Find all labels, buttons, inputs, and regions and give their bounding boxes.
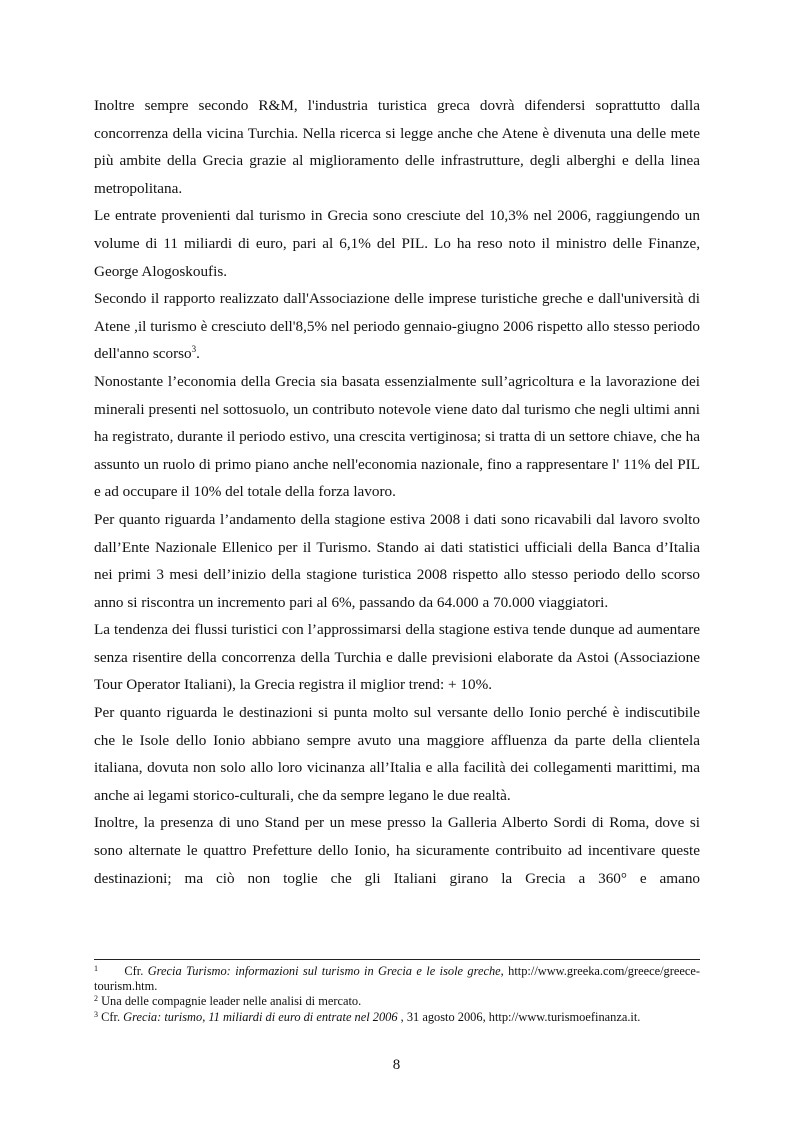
footnote-3-prefix: Cfr. bbox=[101, 1009, 121, 1024]
footnote-ref-3[interactable]: 3 bbox=[191, 344, 197, 355]
paragraph-8: Inoltre, la presenza di uno Stand per un mese presso la Galleria Alberto Sordi di Roma, dove si sono alternate le quattro Prefetture dello Ionio, ha sicuramente contribuito ad incentivare queste destinazioni; ma ciò non toglie che gli Italiani girano la Grecia a 360° e amano bbox=[94, 814, 700, 887]
paragraph-5: Per quanto riguarda l’andamento della stagione estiva 2008 i dati sono ricavabili dal lavoro svolto dall’Ente Nazionale Ellenico per il Turismo. Stando ai dati statistici ufficiali della Banca d’Italia nei primi 3 mesi dell’inizio della stagione turistica 2008 rispetto allo stesso periodo dello scorso anno si riscontra un incremento pari al 6%, passando da 64.000 a 70.000 viaggiatori. bbox=[94, 510, 700, 611]
footnote-number-2: 2 bbox=[94, 994, 98, 1004]
footnote-3 bbox=[94, 1010, 700, 1025]
footnote-number-1: 1 bbox=[94, 964, 98, 973]
paragraph-2: Le entrate provenienti dal turismo in Grecia sono cresciute del 10,3% nel 2006, raggiungendo un volume di 11 miliardi di euro, pari al 6,1% del PIL. Lo ha reso noto il ministro delle Finanze, George Alogoskoufis. bbox=[94, 207, 700, 280]
footnote-2-text: Una delle compagnie leader nelle analisi di mercato. bbox=[101, 994, 362, 1009]
paragraph-3-text: Secondo il rapporto realizzato dall'Associazione delle imprese turistiche greche e dall'università di Atene ,il turismo è cresciuto dell'8,5% nel periodo gennaio-giugno 2006 rispetto allo stesso periodo dell'anno scorso bbox=[94, 290, 700, 363]
footnote-3-title: Grecia: turismo, 11 miliardi di euro di entrate nel 2006 bbox=[123, 1009, 398, 1024]
footnotes bbox=[94, 964, 700, 1025]
page-number: 8 bbox=[392, 1057, 401, 1073]
paragraph-4: Nonostante l’economia della Grecia sia basata essenzialmente sull’agricoltura e la lavorazione dei minerali presenti nel sottosuolo, un contributo notevole viene dato dal turismo che negli ultimi anni ha registrato, durante il periodo estivo, una crescita vertiginosa; si tratta di un settore chiave, che ha assunto un ruolo di primo piano anche nell'economia nazionale, fino a rappresentare l' 11% del PIL e ad occupare il 10% del totale della forza lavoro. bbox=[94, 372, 700, 501]
footnote-separator bbox=[94, 959, 700, 960]
footnote-3-rest[interactable]: , 31 agosto 2006, http://www.turismoefinanza.it. bbox=[397, 1009, 641, 1024]
paragraph-7: Per quanto riguarda le destinazioni si punta molto sul versante dello Ionio perché è indiscutibile che le Isole dello Ionio abbiano sempre avuto una maggiore affluenza da parte della clientela italiana, dovuta non solo allo loro vicinanza all’Italia e alla facilità dei collegamenti marittimi, ma anche ai legami storico-culturali, che da sempre legano le due realtà. bbox=[94, 704, 700, 804]
paragraph-3 bbox=[94, 285, 700, 368]
footnote-1-title: Grecia Turismo: informazioni sul turismo in Grecia e le isole greche bbox=[147, 964, 501, 978]
footnote-1 bbox=[94, 964, 700, 994]
paragraph-3-end: . bbox=[196, 345, 200, 363]
paragraph-1: Inoltre sempre secondo R&M, l'industria turistica greca dovrà difendersi soprattutto dalla concorrenza della vicina Turchia. Nella ricerca si legge anche che Atene è divenuta una delle mete più ambite della Grecia grazie al miglioramento delle infrastrutture, degli alberghi e della linea metropolitana. bbox=[94, 97, 700, 197]
footnote-1-prefix: Cfr. bbox=[124, 964, 144, 978]
paragraph-6: La tendenza dei flussi turistici con l’approssimarsi della stagione estiva tende dunque ad aumentare senza risentire della concorrenza della Turchia e dalle previsioni elaborate da Astoi (Associazione Tour Operator Italiani), la Grecia registra il miglior trend: + 10%. bbox=[94, 621, 700, 694]
body-text bbox=[94, 92, 700, 892]
footnote-number-3: 3 bbox=[94, 1009, 98, 1019]
footnote-2 bbox=[94, 994, 700, 1009]
footnote-1-rest[interactable]: , http://www.greeka.com/greece/greece-tourism.htm. bbox=[94, 964, 700, 994]
